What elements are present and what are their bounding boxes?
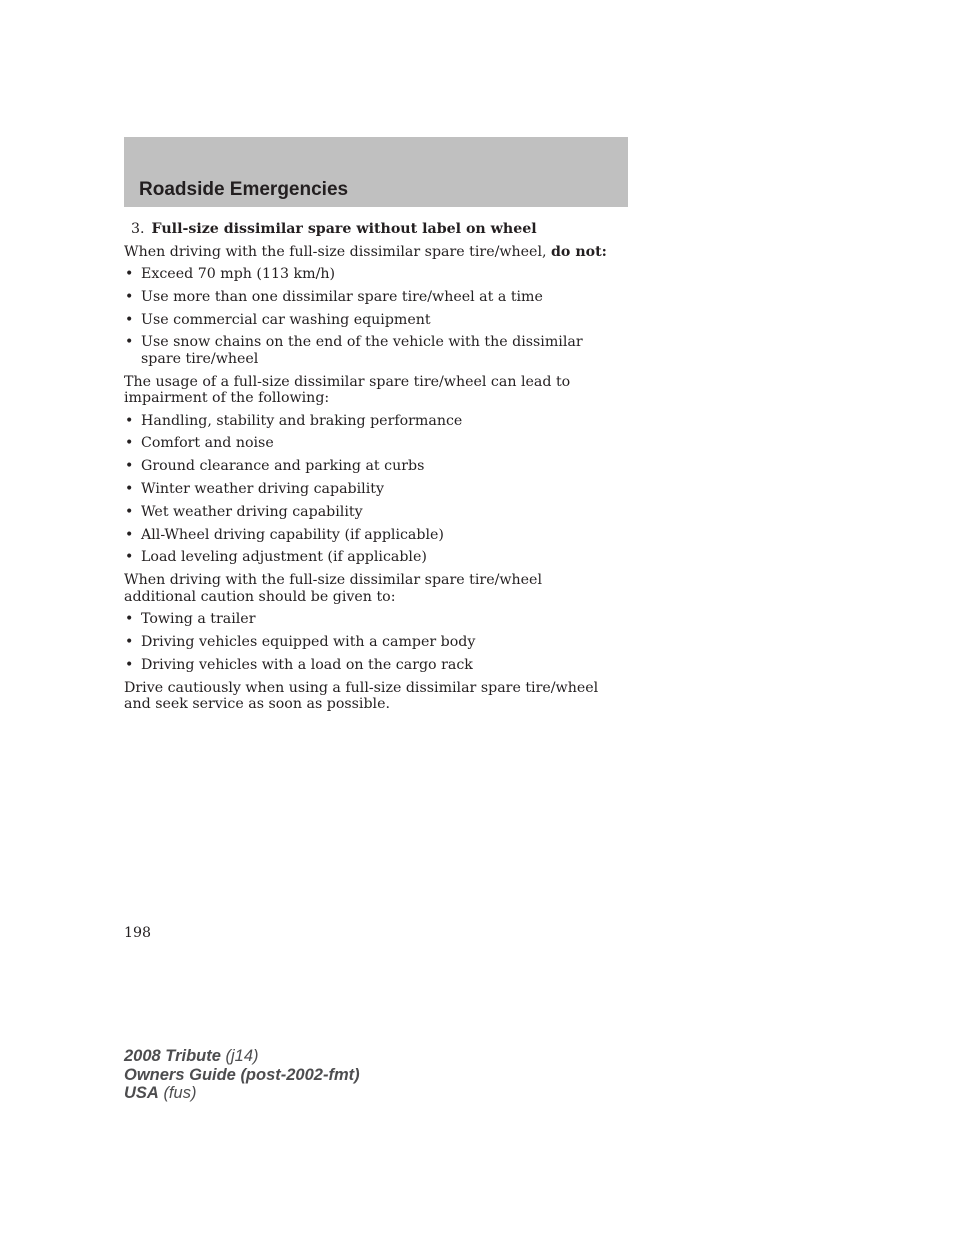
document-footer	[124, 1047, 360, 1103]
bullet-icon: •	[125, 656, 134, 673]
list-item-text: Comfort and noise	[141, 435, 274, 452]
list-item-text: All-Wheel driving capability (if applicable)	[141, 526, 444, 543]
bullet-icon: •	[125, 503, 134, 520]
list-item	[124, 549, 614, 566]
list-item	[124, 481, 614, 498]
step-title: Full-size dissimilar spare without label on wheel	[151, 221, 537, 237]
caution-intro: When driving with the full-size dissimilar spare tire/wheel additional caution should be given to:	[124, 572, 542, 605]
list-item-text: Use snow chains on the end of the vehicle with the dissimilar spare tire/wheel	[141, 334, 583, 367]
list-item	[124, 435, 614, 452]
footer-line-guide	[124, 1066, 360, 1085]
list-item	[124, 266, 614, 283]
section-title: Roadside Emergencies	[139, 179, 349, 200]
list-item	[124, 634, 614, 651]
list-item-text: Use commercial car washing equipment	[141, 311, 431, 328]
do-not-intro-text: When driving with the full-size dissimilar spare tire/wheel,	[124, 243, 552, 260]
list-item	[124, 611, 614, 628]
list-item-text: Driving vehicles equipped with a camper body	[141, 634, 476, 651]
footer-line-model	[124, 1047, 360, 1066]
list-item-text: Driving vehicles with a load on the cargo rack	[141, 656, 473, 673]
step-number: 3.	[131, 221, 145, 237]
footer-market: USA	[124, 1084, 159, 1102]
footer-guide: Owners Guide (post-2002-fmt)	[124, 1065, 360, 1084]
list-item	[124, 334, 614, 367]
footer-market-code: (fus)	[163, 1084, 197, 1102]
list-item	[124, 504, 614, 521]
bullet-icon: •	[125, 266, 134, 282]
bullet-icon: •	[125, 611, 134, 628]
list-item-text: Handling, stability and braking performance	[141, 412, 463, 429]
list-item-text: Towing a trailer	[141, 611, 256, 628]
bullet-icon: •	[125, 549, 134, 566]
impairment-intro: The usage of a full-size dissimilar spare tire/wheel can lead to impairment of the following:	[124, 373, 571, 407]
bullet-icon: •	[125, 634, 134, 651]
bullet-icon: •	[125, 288, 134, 305]
do-not-emphasis: do not:	[551, 243, 607, 260]
list-item-text: Load leveling adjustment (if applicable)	[141, 549, 427, 566]
bullet-icon: •	[125, 311, 134, 328]
list-item	[124, 458, 614, 475]
bullet-icon: •	[125, 481, 134, 498]
do-not-list	[124, 266, 614, 367]
footer-model: 2008 Tribute	[124, 1047, 221, 1065]
list-item-text: Winter weather driving capability	[141, 481, 384, 498]
list-item	[124, 289, 614, 306]
impairment-list	[124, 413, 614, 566]
list-item	[124, 657, 614, 674]
bullet-icon: •	[125, 435, 134, 452]
closing-paragraph: Drive cautiously when using a full-size dissimilar spare tire/wheel and seek service as soon as possible.	[124, 679, 599, 713]
bullet-icon: •	[125, 526, 134, 543]
list-item-text: Use more than one dissimilar spare tire/wheel at a time	[141, 288, 543, 305]
list-item-text: Exceed 70 mph (113 km/h)	[141, 266, 336, 282]
bullet-icon: •	[125, 412, 134, 429]
do-not-intro	[124, 244, 614, 261]
bullet-icon: •	[125, 334, 134, 351]
page-number: 198	[124, 925, 152, 941]
list-item	[124, 527, 614, 544]
list-item	[124, 413, 614, 430]
list-item-text: Wet weather driving capability	[141, 503, 363, 520]
bullet-icon: •	[125, 458, 134, 475]
caution-list	[124, 611, 614, 673]
step-heading	[124, 221, 614, 238]
page-content	[124, 221, 614, 719]
footer-model-code: (j14)	[225, 1047, 259, 1065]
footer-line-market	[124, 1084, 360, 1103]
list-item	[124, 312, 614, 329]
section-header-band	[124, 137, 628, 207]
list-item-text: Ground clearance and parking at curbs	[141, 458, 425, 475]
